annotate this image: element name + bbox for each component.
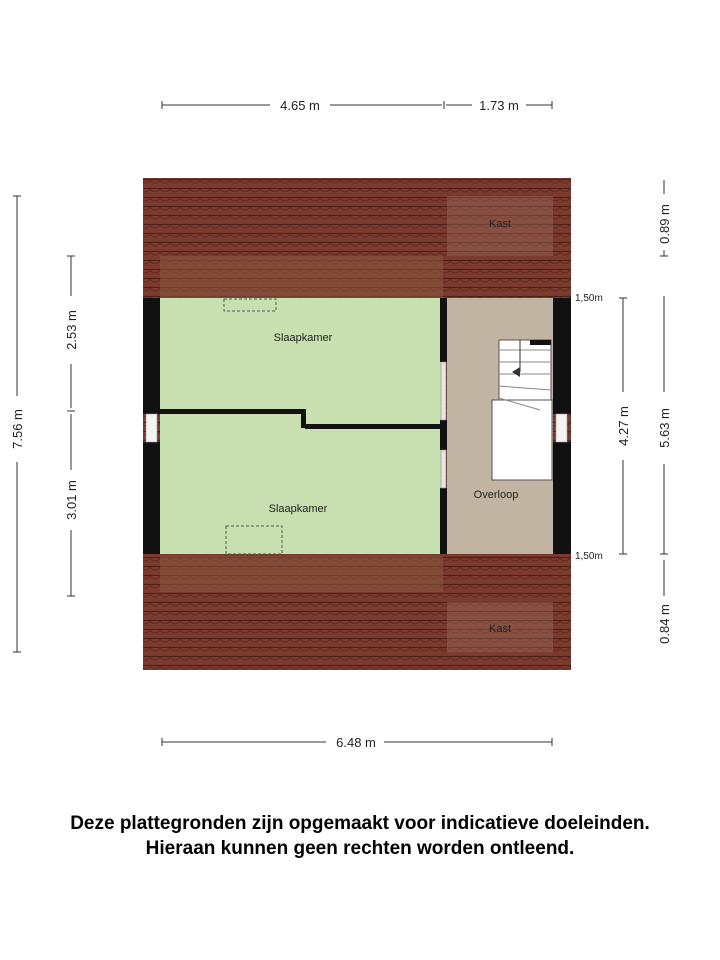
height-marker-bottom: 1,50m — [575, 551, 603, 562]
dim-top-left: 4.65 m — [280, 98, 320, 113]
label-kast-top: Kast — [488, 218, 512, 230]
label-landing: Overloop — [473, 489, 519, 501]
staircase — [492, 340, 552, 480]
disclaimer-line-1: Deze plattegronden zijn opgemaakt voor indicatieve doeleinden. — [70, 813, 650, 834]
dim-right-upper: 0.89 m — [657, 204, 672, 244]
label-kast-bottom: Kast — [488, 623, 512, 635]
bottom-dimension — [162, 735, 552, 750]
disclaimer-line-2: Hieraan kunnen geen rechten worden ontleend. — [145, 838, 575, 859]
dim-bottom: 6.48 m — [336, 735, 376, 750]
dim-left-upper: 2.53 m — [64, 310, 79, 350]
dim-left-lower: 3.01 m — [64, 480, 79, 520]
height-marker-top: 1,50m — [575, 293, 603, 304]
bedroom-top — [160, 298, 443, 424]
label-bedroom-top: Slaapkamer — [273, 332, 333, 344]
top-dimension — [162, 98, 552, 113]
dim-top-right: 1.73 m — [479, 98, 519, 113]
dim-right-lower: 0.84 m — [657, 604, 672, 644]
dim-left-total: 7.56 m — [10, 409, 25, 449]
dim-right-middle-inner: 4.27 m — [616, 406, 631, 446]
bedroom-bottom — [160, 413, 443, 554]
label-bedroom-bottom: Slaapkamer — [268, 503, 328, 515]
landing — [447, 298, 553, 554]
dim-right-middle-outer: 5.63 m — [657, 408, 672, 448]
